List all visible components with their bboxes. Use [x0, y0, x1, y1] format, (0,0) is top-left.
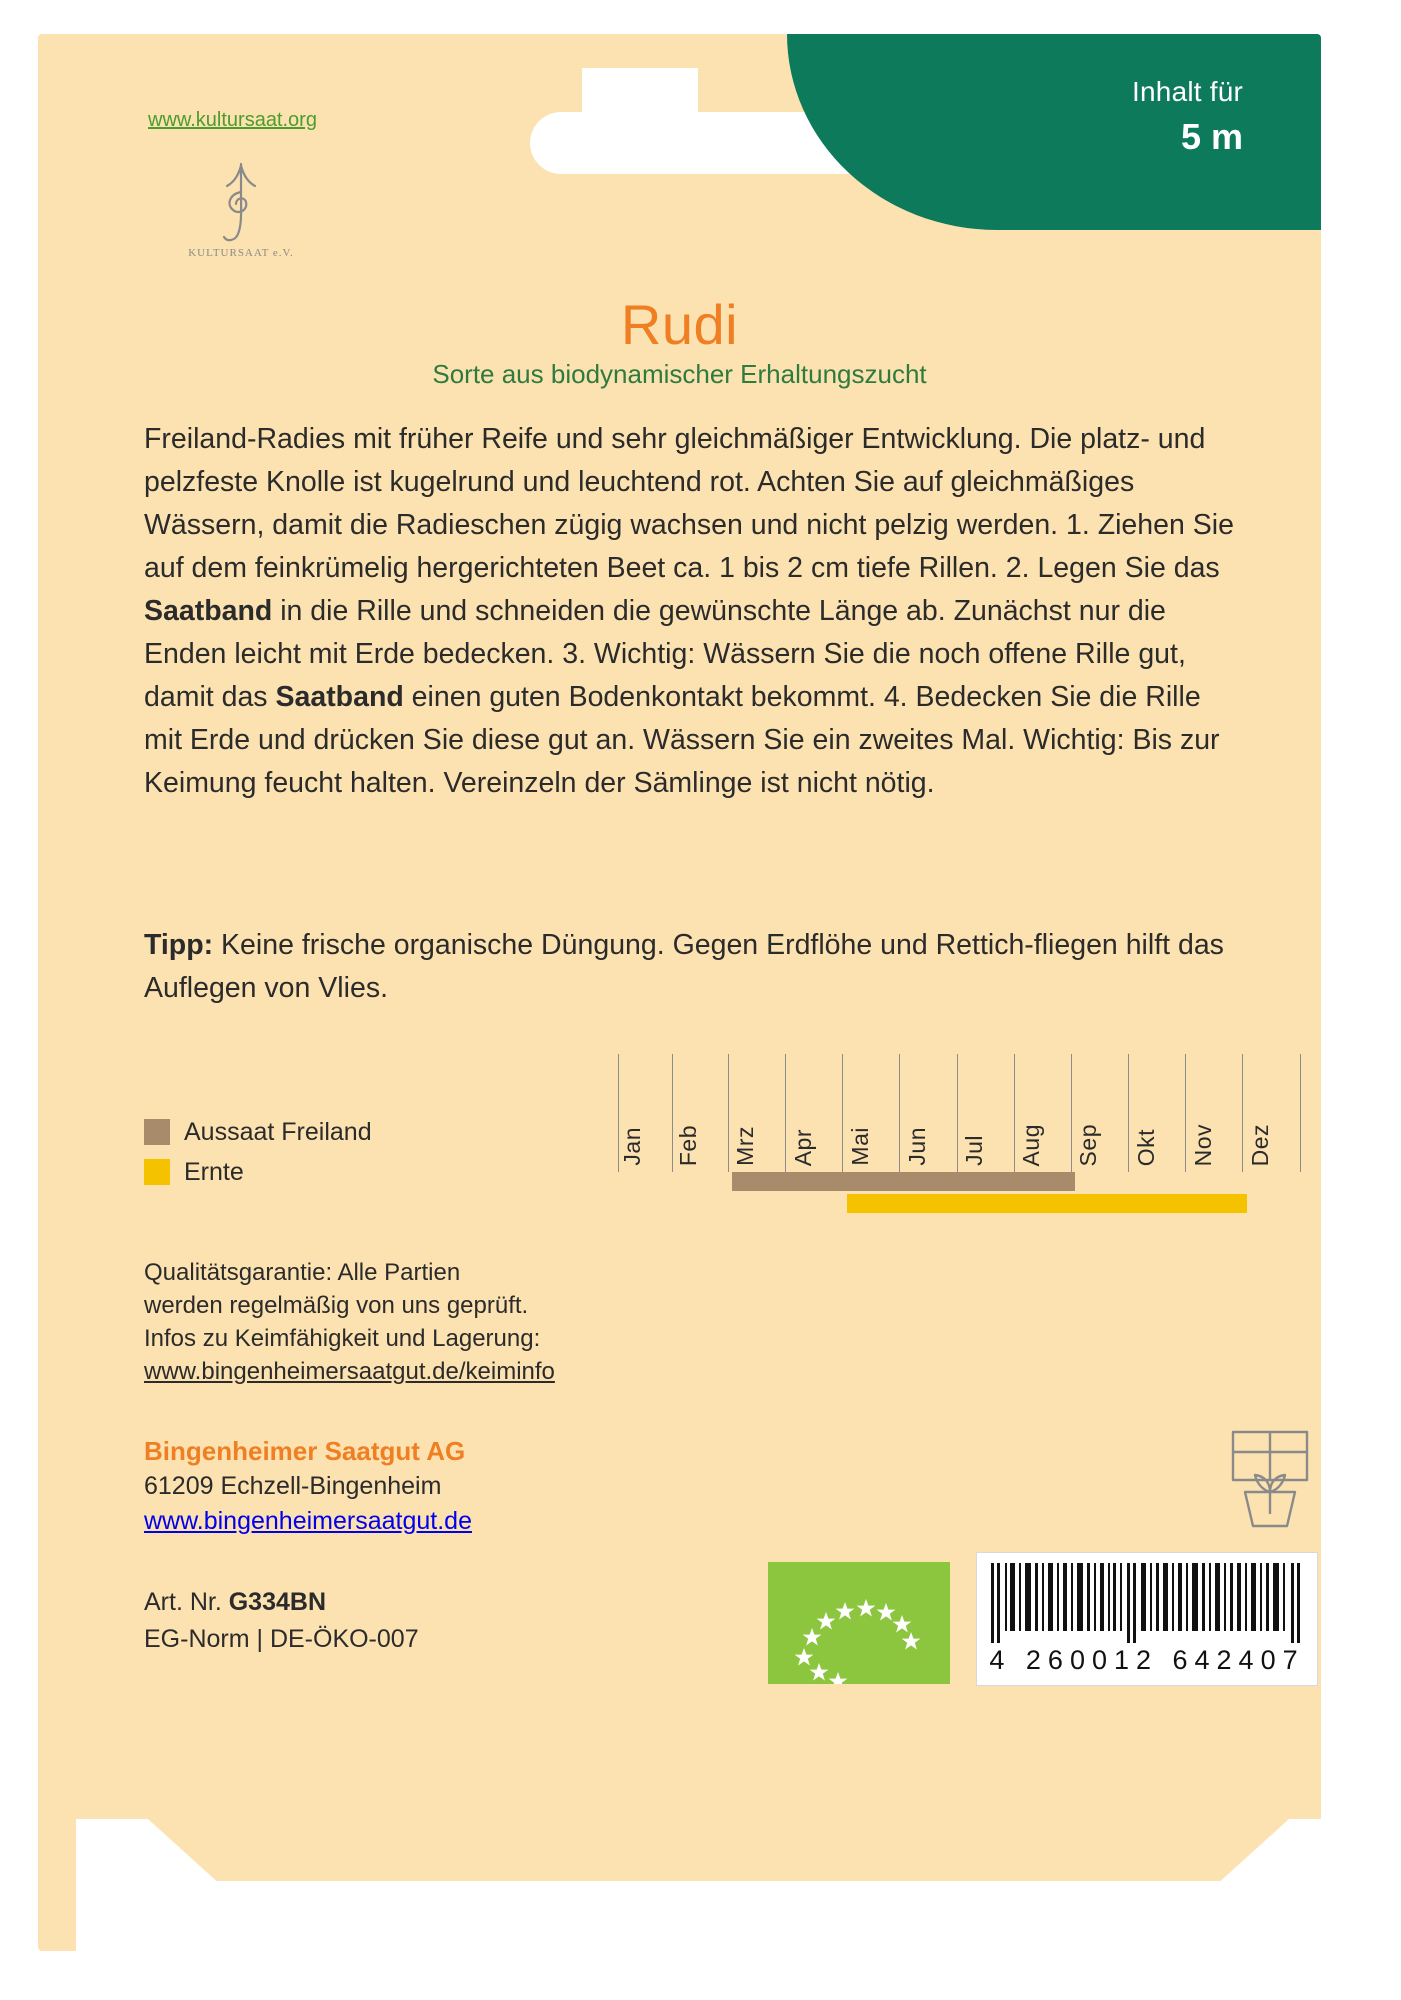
legend-label-harvest: Ernte [184, 1157, 244, 1186]
calendar-month-label: Sep [1075, 1123, 1102, 1166]
kultursaat-url-link[interactable]: www.kultursaat.org [148, 109, 317, 131]
calendar-month-okt [1133, 1054, 1187, 1172]
keiminfo-link[interactable]: www.bingenheimersaatgut.de/keiminfo [144, 1358, 555, 1385]
calendar-month-label: Mai [846, 1127, 873, 1166]
banner-amount: 5 m [1180, 116, 1243, 157]
eu-organic-leaf-icon [768, 1562, 950, 1684]
calendar-legend [144, 1112, 372, 1192]
quality-line-1: Qualitätsgarantie: Alle Partien [144, 1259, 461, 1286]
company-block [144, 1434, 472, 1539]
legend-item-sowing [144, 1112, 372, 1152]
seed-packet-back [38, 34, 1321, 1951]
content-banner [787, 34, 1321, 230]
hang-notch [582, 68, 698, 116]
calendar-month-label: Apr [789, 1128, 816, 1166]
calendar-month-label: Nov [1189, 1123, 1216, 1166]
quality-line-2: werden regelmäßig von uns geprüft. [144, 1292, 529, 1319]
description-text: Freiland-Radies mit früher Reife und sehr gleichmäßiger Entwicklung. Die platz- und pelzfeste Knolle ist kugelrund und leuchtend rot. Achten Sie auf gleichmäßiges Wässern, damit die Radieschen zügig wachsen und nicht pelzig werden. 1. Ziehen Sie auf dem feinkrümelig hergerichteten Beet ca. 1 bis 2 cm tiefe Rillen. 2. Legen Sie das Saatband in die Rille und schneiden die gewünschte Länge ab. Zunächst nur die Enden leicht mit Erde bedecken. 3. Wichtig: Wässern Sie die noch offene Rille gut, damit das Saatband einen guten Bodenkontakt bekommt. 4. Bedecken Sie die Rille mit Erde und drücken Sie diese gut an. Wässern Sie ein zweites Mal. Wichtig: Bis zur Keimung feucht halten. Vereinzeln der Sämlinge ist nicht nötig. [144, 423, 1234, 799]
calendar-month-mrz [732, 1054, 786, 1172]
legend-label-sowing: Aussaat Freiland [184, 1117, 372, 1146]
page-title: Rudi [620, 293, 739, 356]
calendar-month-label: Jun [903, 1127, 930, 1166]
calendar-month-jun [904, 1054, 958, 1172]
calendar-month-label: Jan [619, 1127, 645, 1166]
calendar-month-label: Okt [1132, 1128, 1159, 1166]
barcode [976, 1552, 1318, 1686]
quality-line-3: Infos zu Keimfähigkeit und Lagerung: [144, 1325, 541, 1352]
company-url-link[interactable]: www.bingenheimersaatgut.de [144, 1507, 472, 1535]
calendar-month-mai [847, 1054, 901, 1172]
company-address: 61209 Echzell-Bingenheim [144, 1472, 442, 1500]
legend-swatch-harvest [144, 1159, 170, 1185]
calendar-month-sep [1075, 1054, 1129, 1172]
barcode-number: 4 260012 642407 [989, 1645, 1305, 1675]
calendar-month-label: Mrz [732, 1126, 759, 1166]
calendar-month-jul [961, 1054, 1015, 1172]
calendar-month-aug [1018, 1054, 1072, 1172]
company-name: Bingenheimer Saatgut AG [144, 1436, 466, 1466]
bottom-tab [148, 1819, 1289, 1881]
banner-label: Inhalt für [1132, 76, 1243, 107]
seedling-pot-icon [1215, 1426, 1325, 1536]
sowing-harvest-calendar [144, 1054, 1304, 1204]
svg-text:KULTURSAAT e.V.: KULTURSAAT e.V. [188, 247, 294, 259]
calendar-month-dez [1247, 1054, 1301, 1172]
calendar-month-jan [618, 1054, 673, 1172]
tip-label: Tipp: [144, 929, 214, 961]
article-label: Art. Nr. [144, 1588, 229, 1616]
legend-item-harvest [144, 1152, 372, 1192]
calendar-month-nov [1190, 1054, 1244, 1172]
legend-swatch-sowing [144, 1119, 170, 1145]
calendar-month-label: Jul [961, 1135, 987, 1166]
calendar-month-apr [790, 1054, 844, 1172]
article-info [144, 1584, 419, 1658]
barcode-bars [991, 1563, 1303, 1643]
eg-norm: EG-Norm | DE-ÖKO-007 [144, 1625, 419, 1653]
calendar-bar-sowing [732, 1172, 1075, 1191]
quality-guarantee [144, 1256, 555, 1388]
article-number-row [144, 1584, 419, 1621]
tip-text [144, 924, 1239, 1010]
calendar-month-label: Feb [675, 1124, 702, 1166]
calendar-month-label: Aug [1018, 1123, 1045, 1166]
calendar-bar-harvest [847, 1194, 1247, 1213]
calendar-month-label: Dez [1246, 1123, 1273, 1166]
variety-subtitle: Sorte aus biodynamischer Erhaltungszucht [432, 359, 927, 389]
tip-body: Keine frische organische Düngung. Gegen Erdflöhe und Rettich-fliegen hilft das Auflegen von Vlies. [144, 929, 1224, 1004]
article-number: G334BN [228, 1588, 326, 1616]
calendar-month-feb [675, 1054, 729, 1172]
kultursaat-logo [186, 152, 296, 262]
calendar-months [618, 1054, 1304, 1204]
